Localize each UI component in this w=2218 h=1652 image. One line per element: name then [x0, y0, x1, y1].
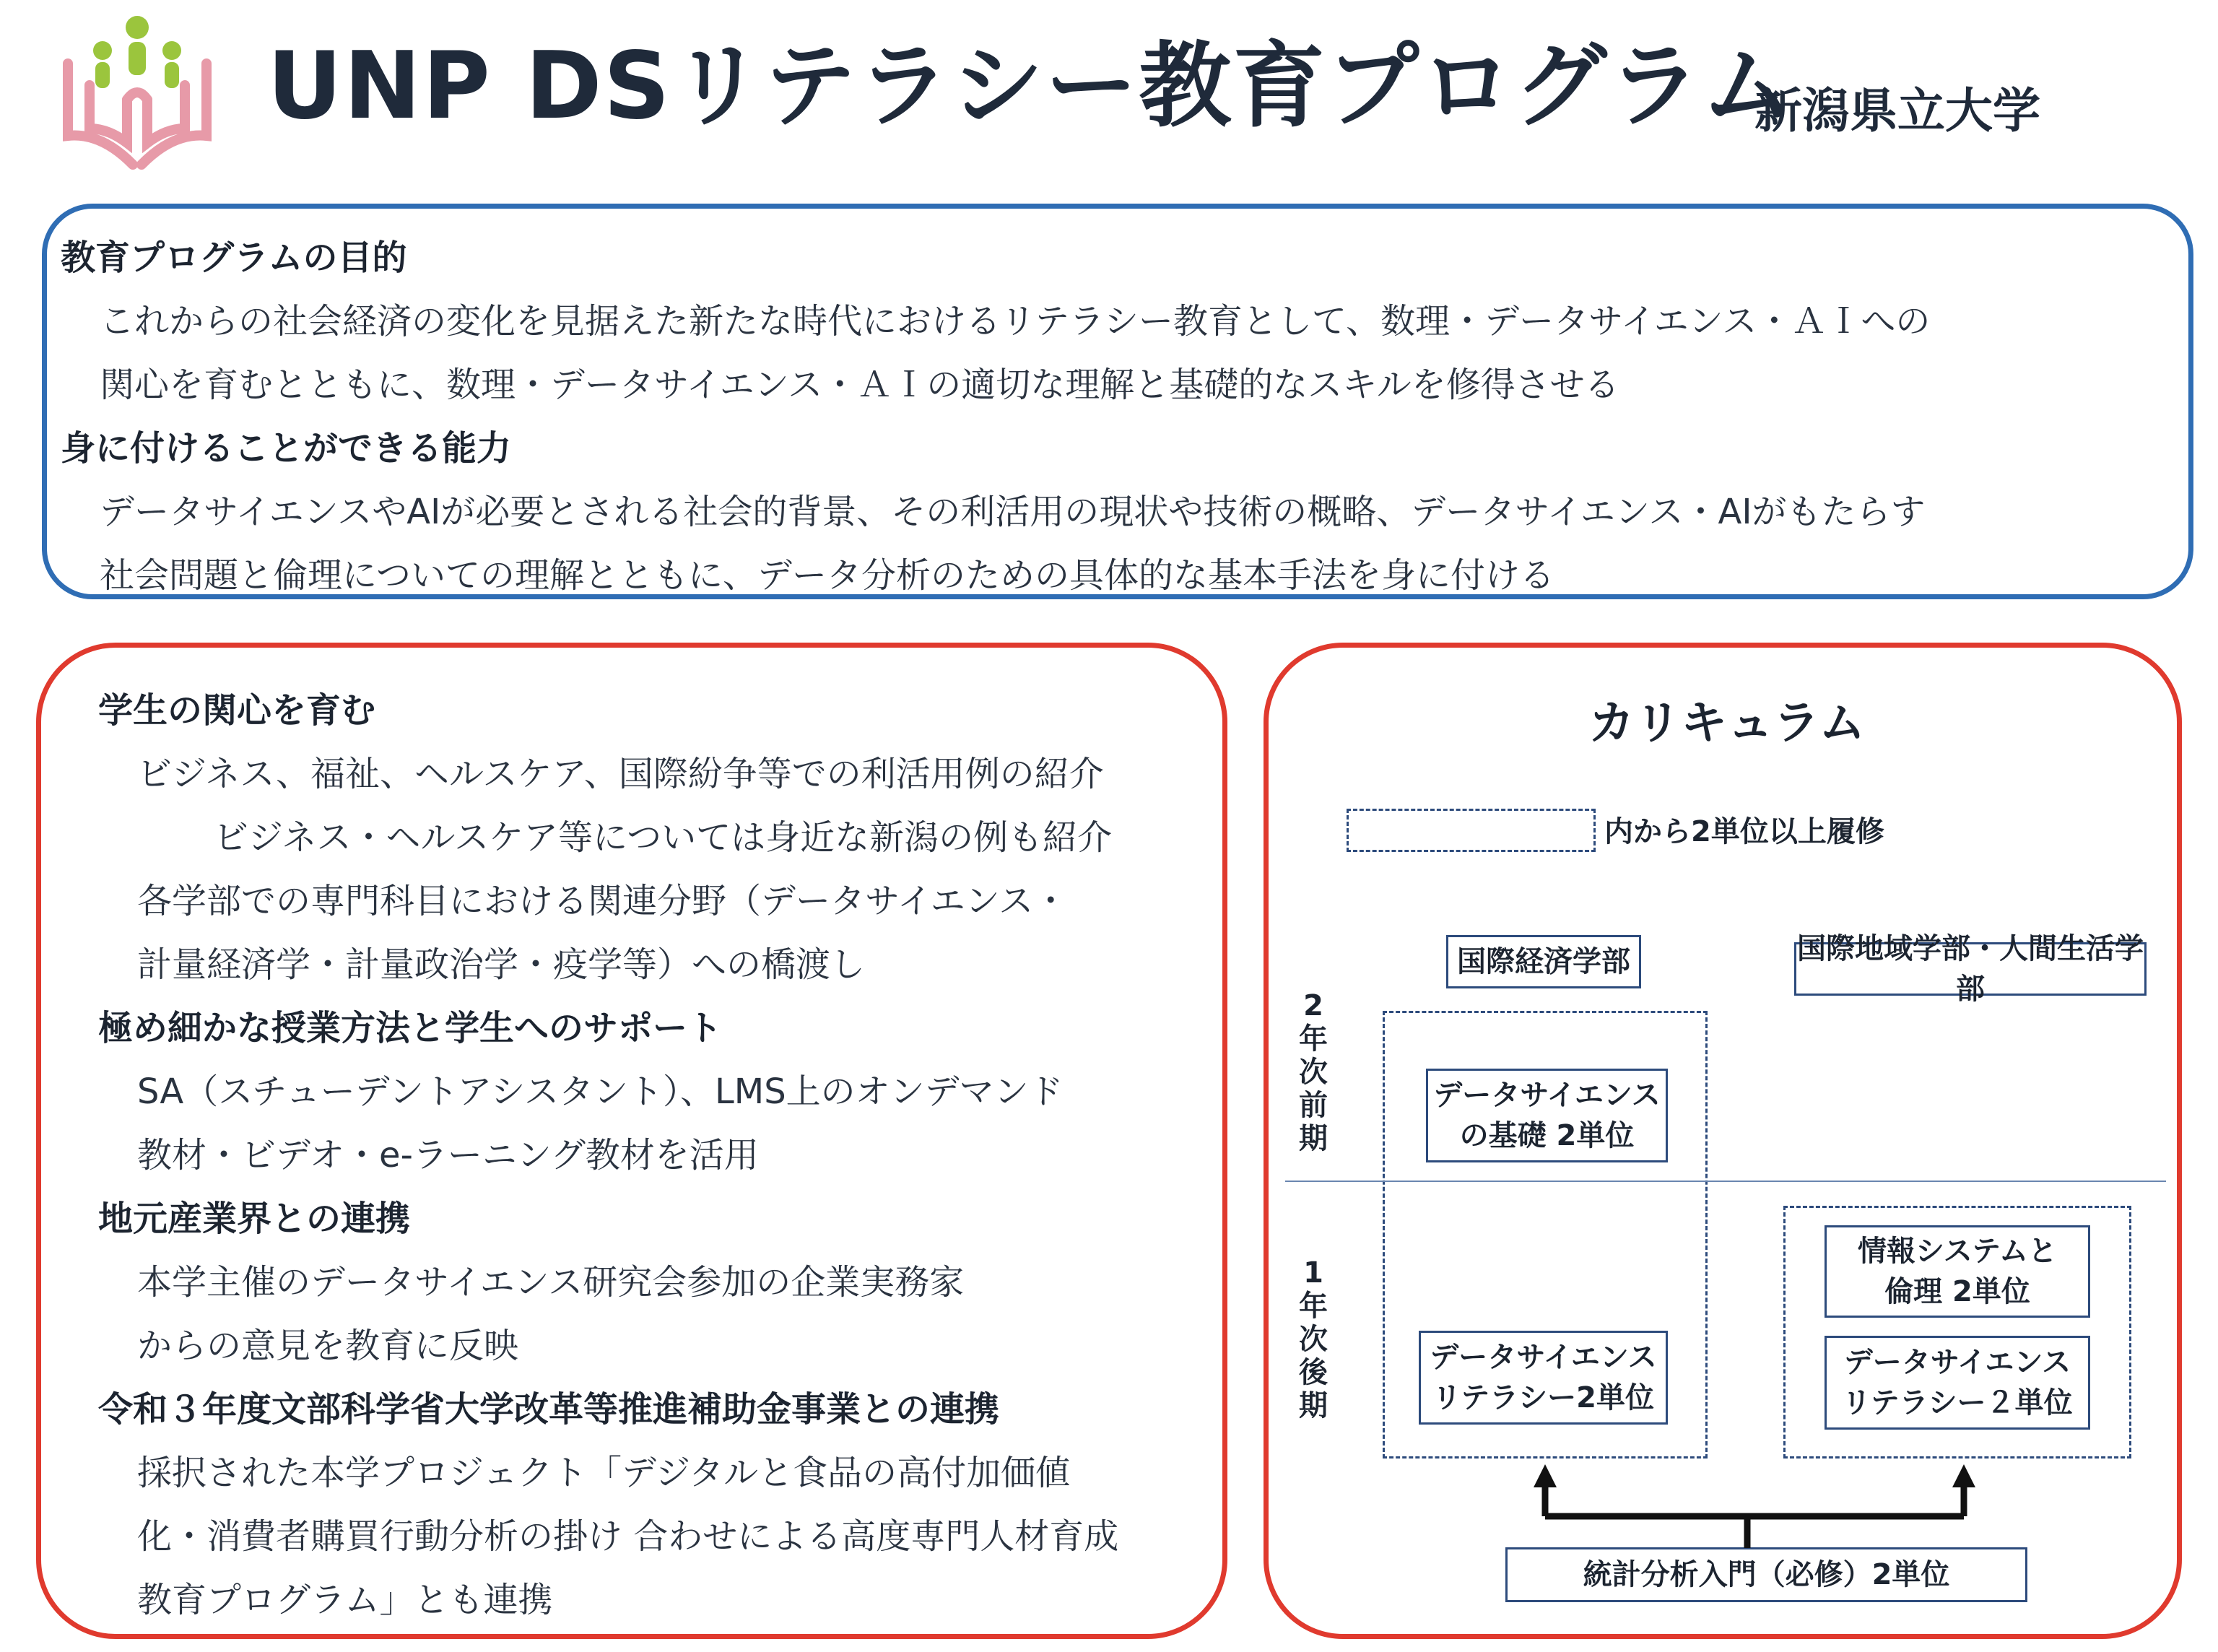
semester-divider	[1285, 1181, 2166, 1182]
university-name: 新潟県立大学	[1754, 83, 2040, 139]
page-title: UNP DSリテラシー教育プログラム	[267, 32, 1796, 140]
logo-figures	[93, 16, 181, 88]
year2-label: 2年次前期	[1299, 989, 1328, 1155]
dept-international-economics: 国際経済学部	[1446, 935, 1641, 988]
course-ds-basics: データサイエンス の基礎 2単位	[1426, 1069, 1668, 1162]
feature-line: 採択された本学プロジェクト「デジタルと食品の高付加価値	[137, 1453, 1071, 1493]
feature-line: ビジネス・ヘルスケア等については身近な新潟の例も紹介	[214, 817, 1113, 858]
course-statistics-intro: 統計分析入門（必修）2単位	[1505, 1547, 2027, 1602]
feature-line: SA（スチューデントアシスタント）、LMS上のオンデマンド	[137, 1071, 1064, 1112]
feature-heading-support: 極め細かな授業方法と学生へのサポート	[98, 1008, 723, 1048]
legend-dashed-box	[1347, 809, 1596, 852]
course-info-systems-ethics: 情報システムと 倫理 2単位	[1825, 1225, 2090, 1318]
course-ds-literacy-right: データサイエンス リテラシー２単位	[1825, 1336, 2090, 1430]
abilities-line: データサイエンスやAIが必要とされる社会的背景、その利活用の現状や技術の概略、データサイエンス・AIがもたらす	[100, 492, 1926, 532]
purpose-line: これからの社会経済の変化を見据えた新たな時代におけるリテラシー教育として、数理・データサイエンス・ＡＩへの	[100, 301, 1931, 342]
year1-label: 1年次後期	[1299, 1256, 1328, 1422]
dept-regional-human-life: 国際地域学部・人間生活学部	[1794, 942, 2147, 996]
purpose-line: 関心を育むとともに、数理・データサイエンス・ＡＩの適切な理解と基礎的なスキルを修得させる	[100, 365, 1619, 405]
feature-line: 計量経済学・計量政治学・疫学等）への橋渡し	[137, 944, 866, 985]
feature-heading-interest: 学生の関心を育む	[98, 690, 376, 731]
feature-line: 各学部での専門科目における関連分野（データサイエンス・	[137, 881, 1069, 921]
university-logo	[58, 13, 217, 179]
curriculum-title: カリキュラム	[1588, 697, 1866, 750]
abilities-heading: 身に付けることができる能力	[61, 428, 512, 469]
feature-heading-mext: 令和３年度文部科学省大学改革等推進補助金事業との連携	[98, 1389, 1000, 1430]
abilities-line: 社会問題と倫理についての理解とともに、データ分析のための具体的な基本手法を身に付ける	[100, 555, 1555, 596]
feature-line: 化・消費者購買行動分析の掛け 合わせによる高度専門人材育成	[137, 1516, 1119, 1557]
feature-heading-industry: 地元産業界との連携	[98, 1199, 411, 1239]
feature-line: ビジネス、福祉、ヘルスケア、国際紛争等での利活用例の紹介	[137, 754, 1104, 794]
feature-line: 教材・ビデオ・e-ラーニング教材を活用	[137, 1135, 759, 1175]
feature-line: 教育プログラム」とも連携	[137, 1580, 553, 1620]
prerequisite-arrows	[1516, 1458, 1993, 1552]
course-ds-literacy-left: データサイエンス リテラシー2単位	[1419, 1331, 1668, 1425]
legend-text: 内から2単位以上履修	[1604, 815, 1884, 848]
purpose-heading: 教育プログラムの目的	[61, 238, 407, 278]
feature-line: からの意見を教育に反映	[137, 1326, 519, 1366]
feature-line: 本学主催のデータサイエンス研究会参加の企業実務家	[137, 1262, 965, 1303]
logo-book	[68, 64, 206, 165]
